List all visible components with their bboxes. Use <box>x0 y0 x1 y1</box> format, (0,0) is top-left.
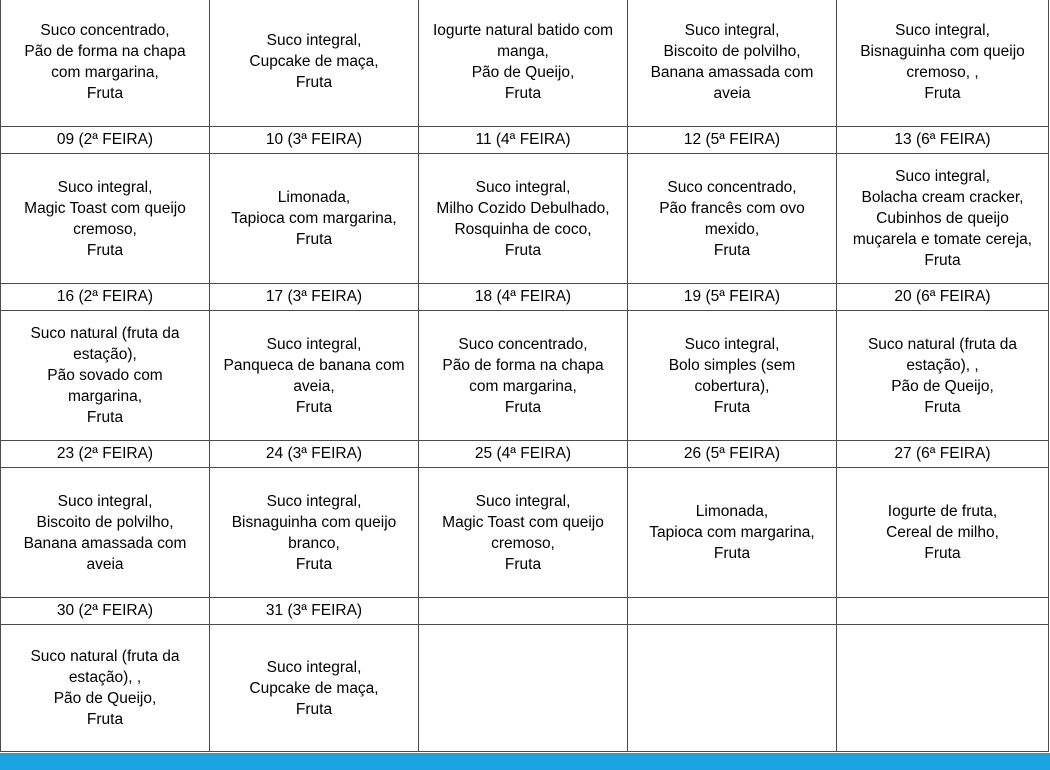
day-header-cell <box>628 598 837 625</box>
meal-cell: Suco natural (fruta da estação), Pão sovado com margarina, Fruta <box>1 311 210 441</box>
day-header-cell: 27 (6ª FEIRA) <box>837 441 1049 468</box>
day-row-week-5 <box>1 598 1049 625</box>
meal-cell: Suco concentrado, Pão de forma na chapa com margarina, Fruta <box>419 311 628 441</box>
meal-cell: Iogurte natural batido com manga, Pão de Queijo, Fruta <box>419 0 628 127</box>
meal-cell: Suco integral, Cupcake de maça, Fruta <box>210 625 419 752</box>
day-header-cell: 20 (6ª FEIRA) <box>837 284 1049 311</box>
day-row-week-3 <box>1 284 1049 311</box>
meal-cell: Suco integral, Bolo simples (sem cobertura), Fruta <box>628 311 837 441</box>
meal-cell: Suco integral, Bisnaguinha com queijo branco, Fruta <box>210 468 419 598</box>
meal-row-week-2 <box>1 154 1049 284</box>
meal-row-week-3 <box>1 311 1049 441</box>
day-header-cell: 19 (5ª FEIRA) <box>628 284 837 311</box>
meal-cell: Suco concentrado, Pão francês com ovo mexido, Fruta <box>628 154 837 284</box>
day-header-cell: 10 (3ª FEIRA) <box>210 127 419 154</box>
meal-cell: Suco natural (fruta da estação), , Pão de Queijo, Fruta <box>1 625 210 752</box>
meal-row-week-5 <box>1 625 1049 752</box>
day-header-cell: 16 (2ª FEIRA) <box>1 284 210 311</box>
day-header-cell: 11 (4ª FEIRA) <box>419 127 628 154</box>
day-header-cell: 25 (4ª FEIRA) <box>419 441 628 468</box>
day-header-cell: 09 (2ª FEIRA) <box>1 127 210 154</box>
day-header-cell: 18 (4ª FEIRA) <box>419 284 628 311</box>
day-header-cell: 26 (5ª FEIRA) <box>628 441 837 468</box>
meal-cell: Iogurte de fruta, Cereal de milho, Fruta <box>837 468 1049 598</box>
meal-cell: Suco natural (fruta da estação), , Pão de Queijo, Fruta <box>837 311 1049 441</box>
meal-cell: Suco integral, Biscoito de polvilho, Banana amassada com aveia <box>628 0 837 127</box>
meal-cell: Limonada, Tapioca com margarina, Fruta <box>628 468 837 598</box>
day-row-week-2 <box>1 127 1049 154</box>
bottom-accent-bar <box>0 753 1050 770</box>
meal-cell: Suco integral, Magic Toast com queijo cremoso, Fruta <box>419 468 628 598</box>
meal-cell: Suco integral, Cupcake de maça, Fruta <box>210 0 419 127</box>
day-header-cell <box>837 598 1049 625</box>
day-header-cell: 30 (2ª FEIRA) <box>1 598 210 625</box>
meal-cell <box>628 625 837 752</box>
meal-cell: Limonada, Tapioca com margarina, Fruta <box>210 154 419 284</box>
meal-cell <box>837 625 1049 752</box>
day-header-cell <box>419 598 628 625</box>
day-header-cell: 23 (2ª FEIRA) <box>1 441 210 468</box>
day-header-cell: 12 (5ª FEIRA) <box>628 127 837 154</box>
meal-cell: Suco concentrado, Pão de forma na chapa com margarina, Fruta <box>1 0 210 127</box>
day-header-cell: 31 (3ª FEIRA) <box>210 598 419 625</box>
meal-row-week-1 <box>1 0 1049 127</box>
day-row-week-4 <box>1 441 1049 468</box>
day-header-cell: 13 (6ª FEIRA) <box>837 127 1049 154</box>
meal-cell: Suco integral, Bolacha cream cracker, Cubinhos de queijo muçarela e tomate cereja, Fruta <box>837 154 1049 284</box>
meal-row-week-4 <box>1 468 1049 598</box>
meal-cell: Suco integral, Milho Cozido Debulhado, Rosquinha de coco, Fruta <box>419 154 628 284</box>
meal-cell: Suco integral, Magic Toast com queijo cremoso, Fruta <box>1 154 210 284</box>
meal-cell: Suco integral, Bisnaguinha com queijo cremoso, , Fruta <box>837 0 1049 127</box>
meal-cell: Suco integral, Panqueca de banana com aveia, Fruta <box>210 311 419 441</box>
meal-cell <box>419 625 628 752</box>
day-header-cell: 24 (3ª FEIRA) <box>210 441 419 468</box>
meal-cell: Suco integral, Biscoito de polvilho, Banana amassada com aveia <box>1 468 210 598</box>
day-header-cell: 17 (3ª FEIRA) <box>210 284 419 311</box>
